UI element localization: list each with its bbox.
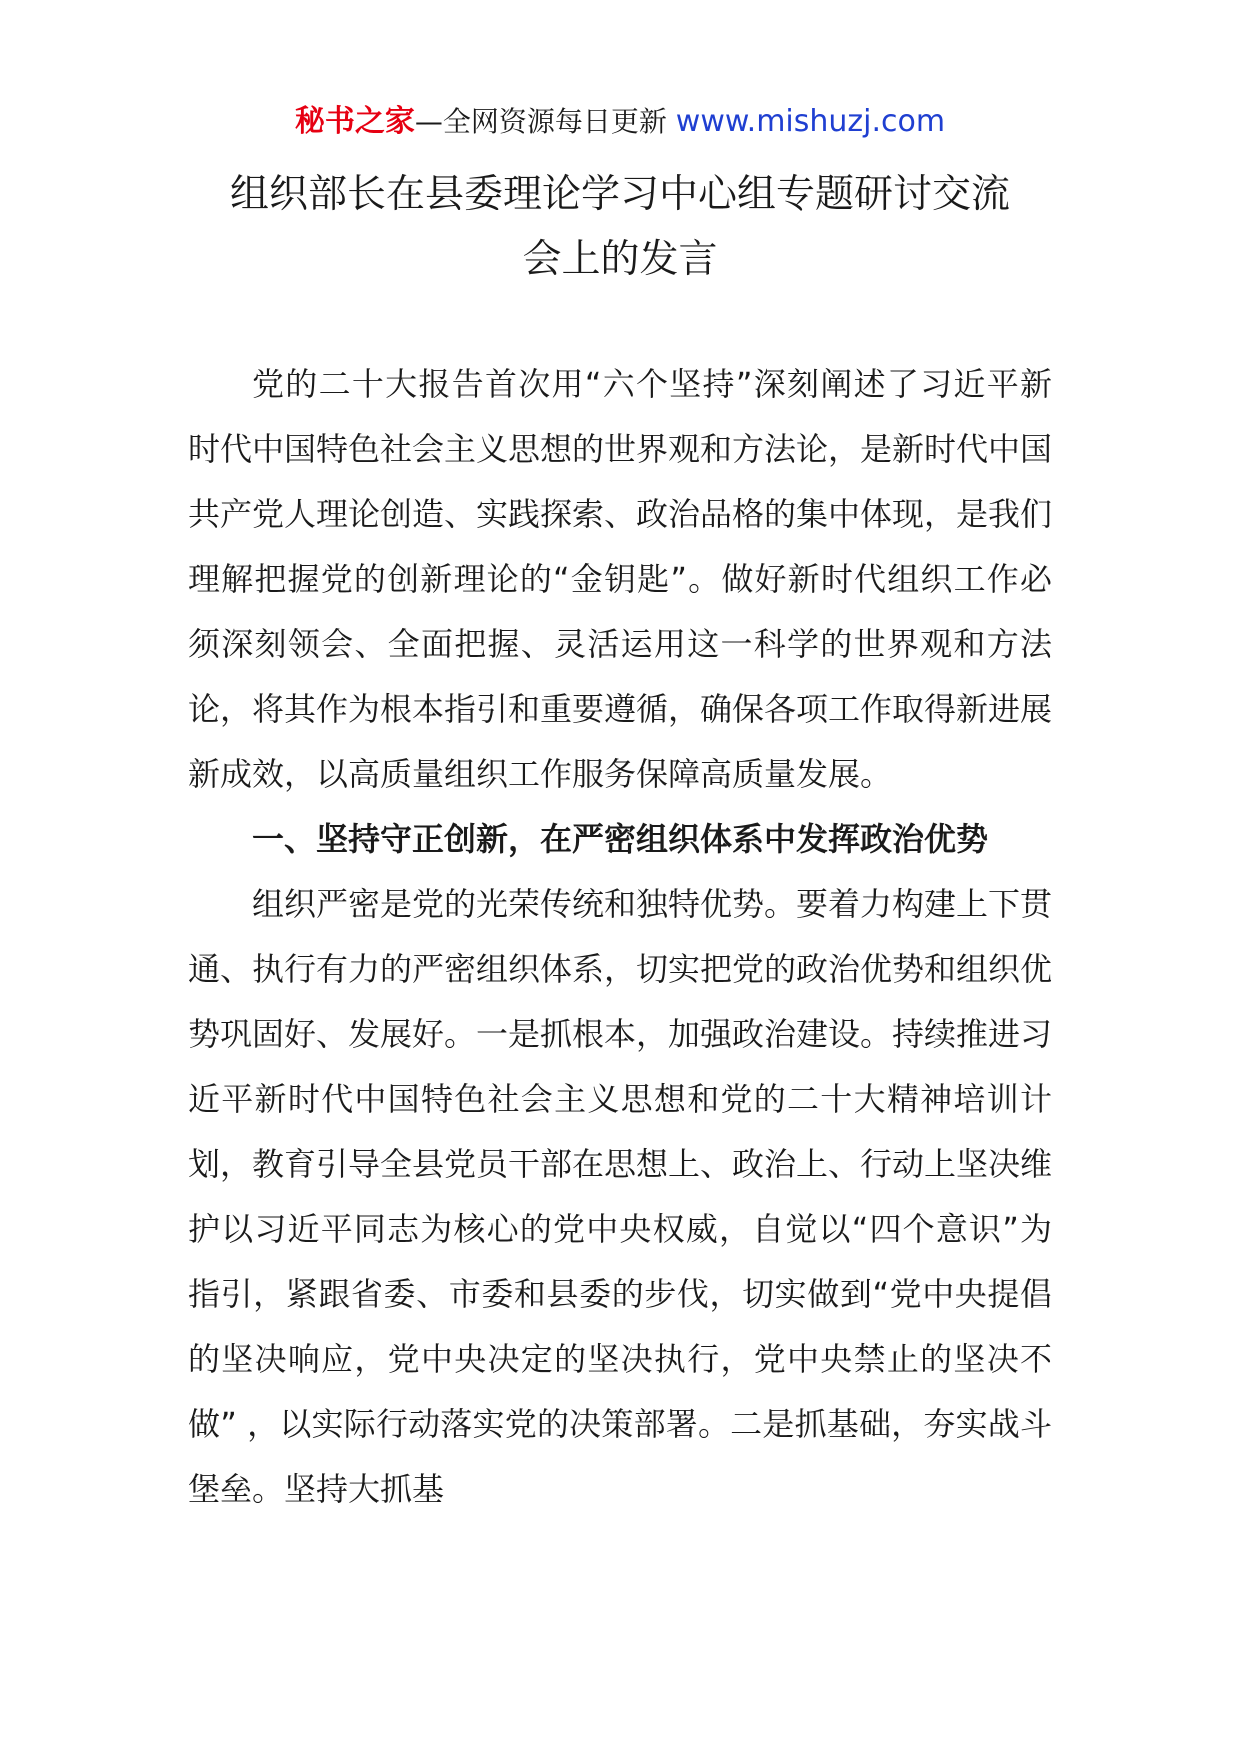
intro-paragraph: 党的二十大报告首次用“六个坚持”深刻阐述了习近平新时代中国特色社会主义思想的世界观和方法论，是新时代中国共产党人理论创造、实践探索、政治品格的集中体现，是我们理解把握党的创新理论的“金钥匙”。做好新时代组织工作必须深刻领会、全面把握、灵活运用这一科学的世界观和方法论，将其作为根本指引和重要遵循，确保各项工作取得新进展新成效，以高质量组织工作服务保障高质量发展。 xyxy=(188,365,1053,793)
document-title xyxy=(150,162,1090,292)
section-heading-1: 一、坚持守正创新，在严密组织体系中发挥政治优势 xyxy=(252,820,989,858)
title-line-2: 会上的发言 xyxy=(522,237,718,282)
header-tagline: —全网资源每日更新 xyxy=(414,105,676,138)
title-line-1: 组织部长在县委理论学习中心组专题研讨交流 xyxy=(229,172,1010,217)
site-header xyxy=(0,102,1240,142)
document-body xyxy=(188,352,1052,1522)
site-url: www.mishuzj.com xyxy=(675,104,946,139)
brand-name: 秘书之家 xyxy=(294,104,415,139)
section-1-paragraph: 组织严密是党的光荣传统和独特优势。要着力构建上下贯通、执行有力的严密组织体系，切实把党的政治优势和组织优势巩固好、发展好。一是抓根本，加强政治建设。持续推进习近平新时代中国特色社会主义思想和党的二十大精神培训计划，教育引导全县党员干部在思想上、政治上、行动上坚决维护以习近平同志为核心的党中央权威，自觉以“四个意识”为指引，紧跟省委、市委和县委的步伐，切实做到“党中央提倡的坚决响应，党中央决定的坚决执行，党中央禁止的坚决不做” ，以实际行动落实党的决策部署。二是抓基础，夯实战斗堡垒。坚持大抓基 xyxy=(188,885,1053,1508)
